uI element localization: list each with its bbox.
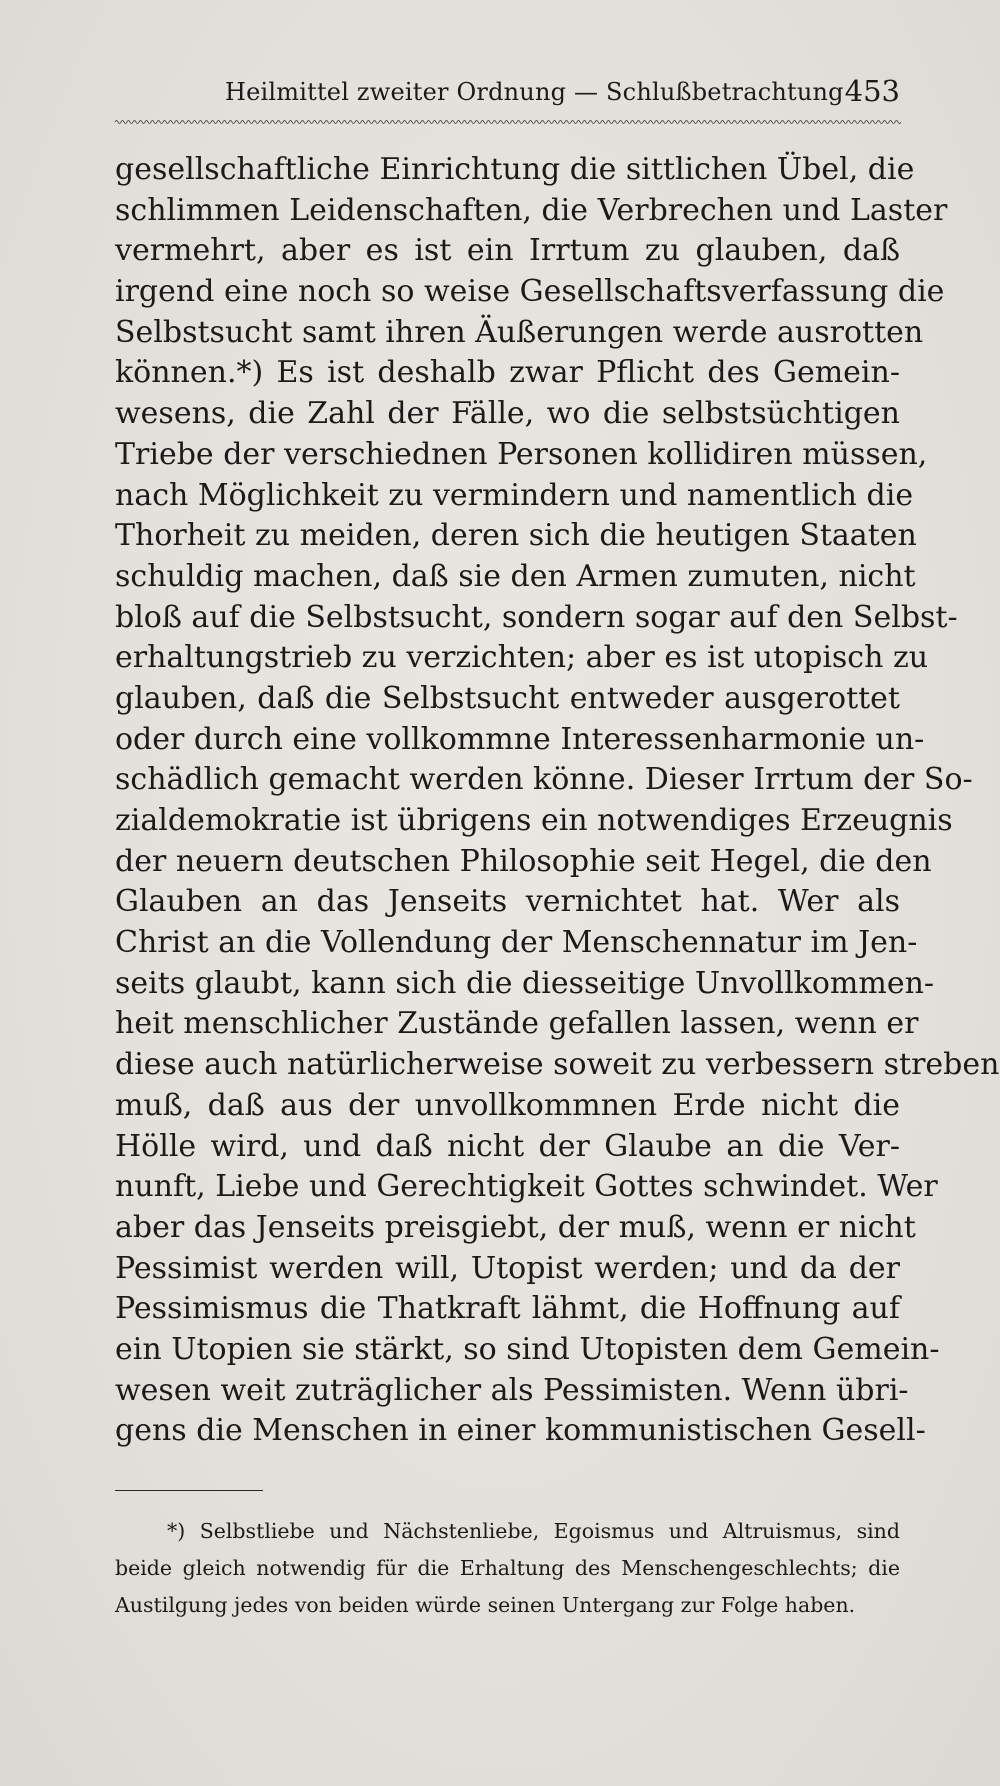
text-line: wesen weit zuträglicher als Pessimisten. Wenn übri- <box>115 1372 909 1408</box>
text-line: schlimmen Leidenschaften, die Verbrechen und Laster <box>115 192 948 228</box>
footnote-line: *) Selbstliebe und Nächstenliebe, Egoismus und Altruismus, sind <box>167 1519 900 1543</box>
text-line: muß, daß aus der unvollkommnen Erde nicht die <box>115 1087 900 1123</box>
text-line: glauben, daß die Selbstsucht entweder ausgerottet <box>115 680 900 716</box>
footnote-line: beide gleich notwendig für die Erhaltung des Menschengeschlechts; die <box>115 1556 900 1580</box>
text-line: Thorheit zu meiden, deren sich die heutigen Staaten <box>115 518 917 554</box>
text-line: Hölle wird, und daß nicht der Glaube an die Ver- <box>115 1128 900 1164</box>
page-number: 453 <box>844 74 900 108</box>
text-line: Christ an die Vollendung der Menschennatur im Jen- <box>115 925 918 961</box>
text-line: gesellschaftliche Einrichtung die sittlichen Übel, die <box>115 152 915 187</box>
text-line: Glauben an das Jenseits vernichtet hat. Wer als <box>115 884 900 920</box>
text-line: erhaltungstrieb zu verzichten; aber es ist utopisch zu <box>115 640 929 676</box>
page-header <box>115 74 900 118</box>
footnote-line: Austilgung jedes von beiden würde seinen Untergang zur Folge haben. <box>115 1593 856 1617</box>
text-line: können.*) Es ist deshalb zwar Pflicht des Gemein- <box>115 355 900 391</box>
text-line: Pessimist werden will, Utopist werden; und da der <box>115 1250 900 1286</box>
text-line: seits glaubt, kann sich die diesseitige Unvollkommen- <box>115 965 935 1001</box>
text-line: zialdemokratie ist übrigens ein notwendiges Erzeugnis <box>115 803 953 838</box>
footnote <box>115 1513 900 1624</box>
text-line: schuldig machen, daß sie den Armen zumuten, nicht <box>115 558 916 594</box>
text-line: bloß auf die Selbstsucht, sondern sogar auf den Selbst- <box>115 599 958 635</box>
text-line: schädlich gemacht werden könne. Dieser Irrtum der So- <box>115 762 973 798</box>
text-line: gens die Menschen in einer kommunistischen Gesell- <box>115 1413 926 1449</box>
text-line: nunft, Liebe und Gerechtigkeit Gottes schwindet. Wer <box>115 1169 938 1205</box>
text-line: wesens, die Zahl der Fälle, wo die selbstsüchtigen <box>115 396 900 432</box>
text-line: heit menschlicher Zustände gefallen lassen, wenn er <box>115 1006 919 1042</box>
text-line: ein Utopien sie stärkt, so sind Utopisten dem Gemein- <box>115 1331 940 1367</box>
text-line: Triebe der verschiednen Personen kollidiren müssen, <box>115 436 928 472</box>
text-line: der neuern deutschen Philosophie seit Hegel, die den <box>115 843 932 879</box>
running-title: Heilmittel zweiter Ordnung — Schlußbetrachtung <box>225 78 844 106</box>
text-line: aber das Jenseits preisgiebt, der muß, wenn er nicht <box>115 1209 916 1245</box>
text-line: oder durch eine vollkommne Interessenharmonie un- <box>115 721 925 757</box>
body-text <box>115 150 1000 1452</box>
text-line: diese auch natürlicherweise soweit zu verbessern streben <box>115 1047 1000 1083</box>
text-line: Pessimismus die Thatkraft lähmt, die Hoffnung auf <box>115 1291 900 1327</box>
text-line: nach Möglichkeit zu vermindern und namentlich die <box>115 477 914 513</box>
text-line: irgend eine noch so weise Gesellschaftsverfassung die <box>115 274 945 310</box>
text-line: vermehrt, aber es ist ein Irrtum zu glauben, daß <box>115 233 900 269</box>
footnote-separator <box>115 1490 263 1491</box>
text-line: Selbstsucht samt ihren Äußerungen werde ausrotten <box>115 314 924 350</box>
header-wavy-rule <box>115 118 900 126</box>
